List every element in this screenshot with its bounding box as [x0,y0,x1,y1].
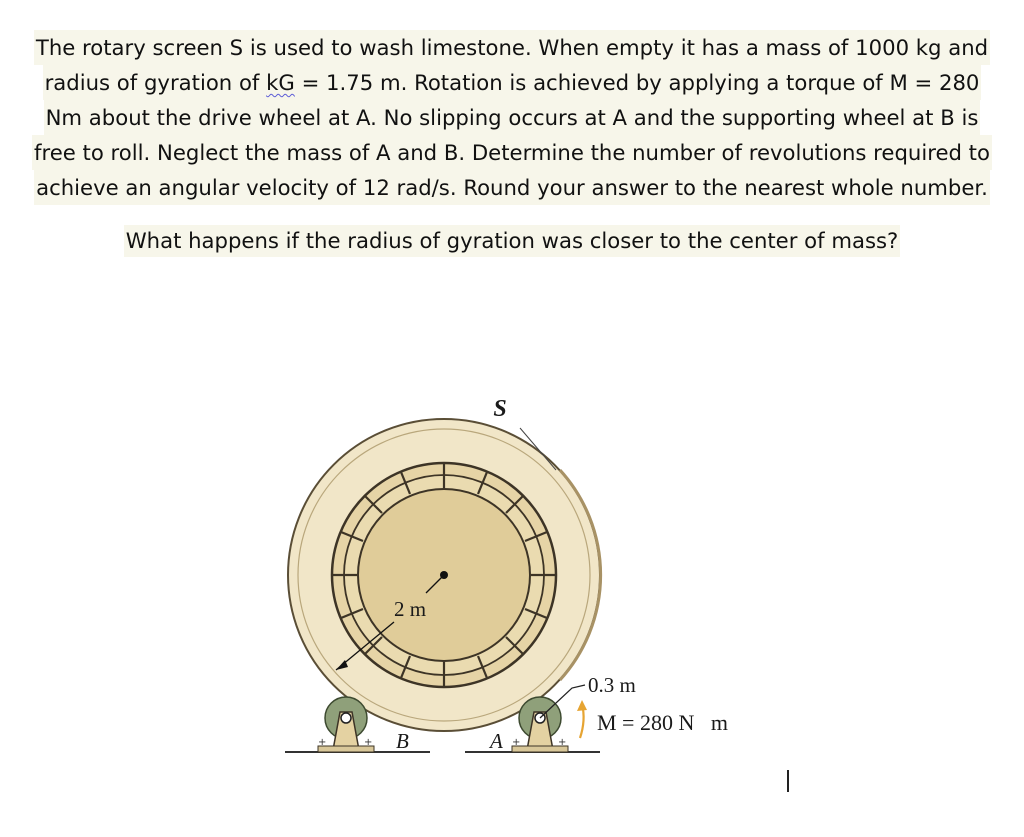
svg-text:+: + [512,737,521,748]
label-s: S [493,396,507,422]
wheel-radius-leader [556,685,585,703]
label-moment: M = 280 N m [597,710,728,735]
torque-arrowhead [577,700,587,711]
problem-line-2a: radius of gyration of [44,70,267,95]
problem-line-5: achieve an angular velocity of 12 rad/s. Round your answer to the nearest whole number. [34,170,990,205]
label-b: B [396,729,409,753]
question-text: What happens if the radius of gyration was closer to the center of mass? [124,225,901,257]
svg-text:+: + [364,737,373,748]
svg-text:+: + [558,737,567,748]
label-wheel-radius: 0.3 m [588,673,636,697]
problem-line-2b: = 1.75 m. Rotation is achieved by applying a torque of M = 280 [294,70,980,95]
problem-line-4: free to roll. Neglect the mass of A and B. Determine the number of revolutions required to [32,135,992,170]
label-a: A [490,729,503,753]
kg-symbol: kG [266,70,295,95]
text-cursor [787,770,789,792]
problem-line-1: The rotary screen S is used to wash limestone. When empty it has a mass of 1000 kg and [34,30,990,65]
svg-text:+: + [318,737,327,748]
label-radius: 2 m [393,597,427,621]
problem-line-3: Nm about the drive wheel at A. No slipping occurs at A and the supporting wheel at B is [44,100,981,135]
